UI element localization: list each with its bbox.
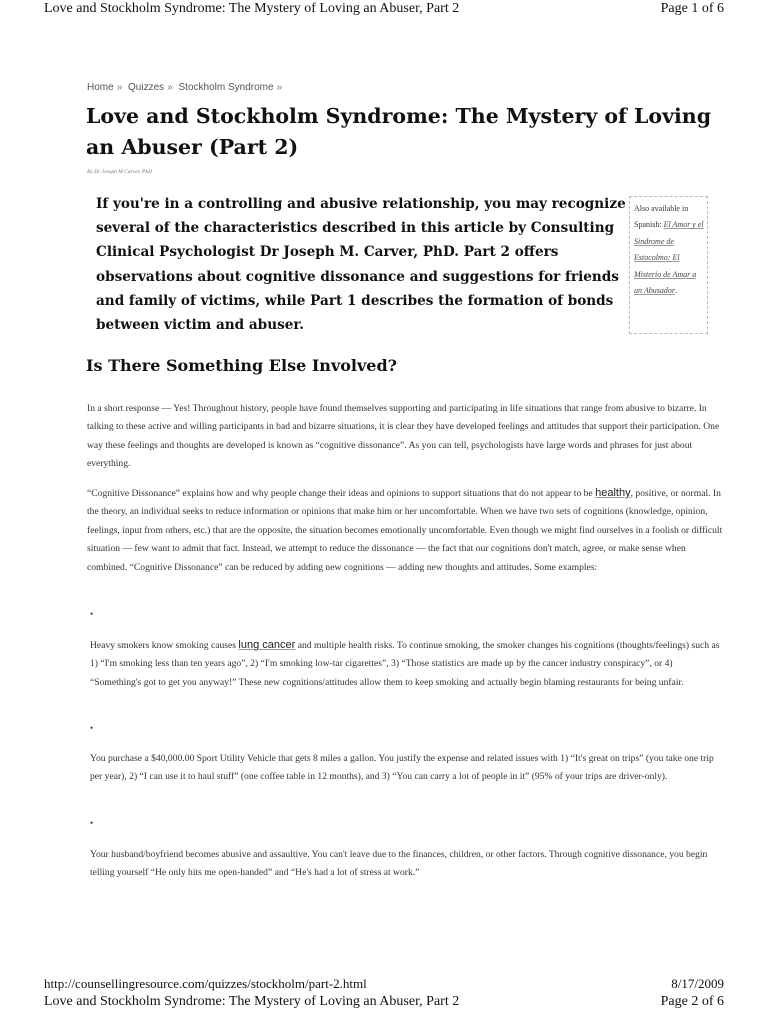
breadcrumb-quizzes[interactable]: Quizzes	[128, 82, 165, 93]
bullet-1: •	[90, 609, 94, 619]
example-smokers-text-a: Heavy smokers know smoking causes	[90, 640, 237, 651]
paragraph-2-text-b: , positive, or normal. In the theory, an individual seeks to reduce information or opinions that make him or her uncomfortable. When we have two sets of cognitions (knowledge, opinion, feelings, input from others, etc.) that are the opposite, the situation becomes emotionally uncomfortable. Even though we might find ourselves in a foolish or difficult situation — few want to admit that fact. Instead, we attempt to reduce the dissonance — the fact that our cognitions don't match, agree, or make sense when combined. “Cognitive Dissonance” can be reduced by adding new cognitions — adding new thoughts and attitudes. Some examples:	[87, 488, 723, 573]
spanish-version-suffix: .	[674, 286, 677, 296]
intro-paragraph: If you're in a controlling and abusive relationship, you may recognize several of the characteristics described in this article by Consulting Clinical Psychologist Dr Joseph M. Carver, PhD. Part 2 offers observations about cognitive dissonance and suggestions for friends and family of victims, while Part 1 describes the formation of bonds between victim and abuser.	[96, 196, 626, 334]
pdf-footer-date: 8/17/2009	[671, 976, 724, 991]
spanish-version-link[interactable]: El Amor y el Sindrome de Estocolmo: El Misterio de Amar a un Abusador	[634, 220, 704, 296]
example-smokers	[90, 636, 723, 692]
paragraph-2	[87, 484, 723, 577]
example-abuse: Your husband/boyfriend becomes abusive and assaultive. You can't leave due to the finances, children, or other factors. Through cognitive dissonance, you begin telling yourself “He only hits me open-handed” and “He's had a lot of stress at work.”	[90, 849, 708, 879]
pdf-header-page: Page 1 of 6	[660, 1, 724, 16]
page-title: Love and Stockholm Syndrome: The Mystery of Loving an Abuser (Part 2)	[86, 104, 712, 159]
paragraph-2-text-a: “Cognitive Dissonance” explains how and why people change their ideas and opinions to support situations that do not appear to be	[87, 488, 593, 499]
section-heading: Is There Something Else Involved?	[86, 356, 398, 375]
bullet-2: •	[90, 723, 94, 733]
breadcrumb-home[interactable]: Home	[87, 82, 114, 93]
pdf-footer-title: Love and Stockholm Syndrome: The Mystery of Loving an Abuser, Part 2	[44, 994, 460, 1009]
pdf-header-title: Love and Stockholm Syndrome: The Mystery of Loving an Abuser, Part 2	[44, 1, 460, 16]
breadcrumb	[87, 82, 285, 93]
healthy-link[interactable]: healthy	[595, 487, 631, 499]
paragraph-1: In a short response — Yes! Throughout history, people have found themselves supporting and participating in life situations that range from abusive to bizarre. In talking to these active and willing participants in bad and bizarre situations, it is clear they have developed feelings and attitudes that support their participation. One way these feelings and thoughts are developed is known as “cognitive dissonance”. As you can tell, psychologists have large words and phrases for just about everything.	[87, 403, 720, 470]
byline: By Dr Joseph M Carver, PhD	[87, 169, 153, 175]
pdf-footer-url-row	[44, 976, 724, 992]
spanish-version-box	[629, 196, 708, 334]
breadcrumb-stockholm[interactable]: Stockholm Syndrome	[178, 82, 274, 93]
pdf-footer-title-row	[44, 994, 724, 1010]
pdf-footer-url[interactable]: http://counsellingresource.com/quizzes/stockholm/part-2.html	[44, 976, 367, 991]
breadcrumb-separator: »	[116, 82, 123, 93]
bullet-3: •	[90, 818, 94, 828]
example-smokers-text-b: and multiple health risks. To continue smoking, the smoker changes his cognitions (thoughts/feelings) such as 1) “I'm smoking less than ten years ago”, 2) “I'm smoking low-tar cigarettes”, 3) “Those statistics are made up by the cancer industry conspiracy”, or 4) “Something's got to get you anyway!” These new cognitions/attitudes allow them to keep smoking and actually begin blaming restaurants for being unfair.	[90, 640, 720, 688]
pdf-header	[44, 1, 724, 17]
breadcrumb-separator: »	[167, 82, 173, 93]
example-suv: You purchase a $40,000.00 Sport Utility Vehicle that gets 8 miles a gallon. You justify the expense and related issues with 1) “It's great on trips” (you take one trip per year), 2) “I can use it to haul stuff” (one coffee table in 12 months), and 3) “You can carry a lot of people in it” (95% of your trips are driver-only).	[90, 753, 714, 783]
breadcrumb-separator: »	[276, 82, 283, 93]
spanish-version-prefix: Also available in Spanish:	[634, 204, 689, 230]
pdf-footer-page: Page 2 of 6	[660, 994, 724, 1009]
lung-cancer-link[interactable]: lung cancer	[238, 639, 296, 651]
